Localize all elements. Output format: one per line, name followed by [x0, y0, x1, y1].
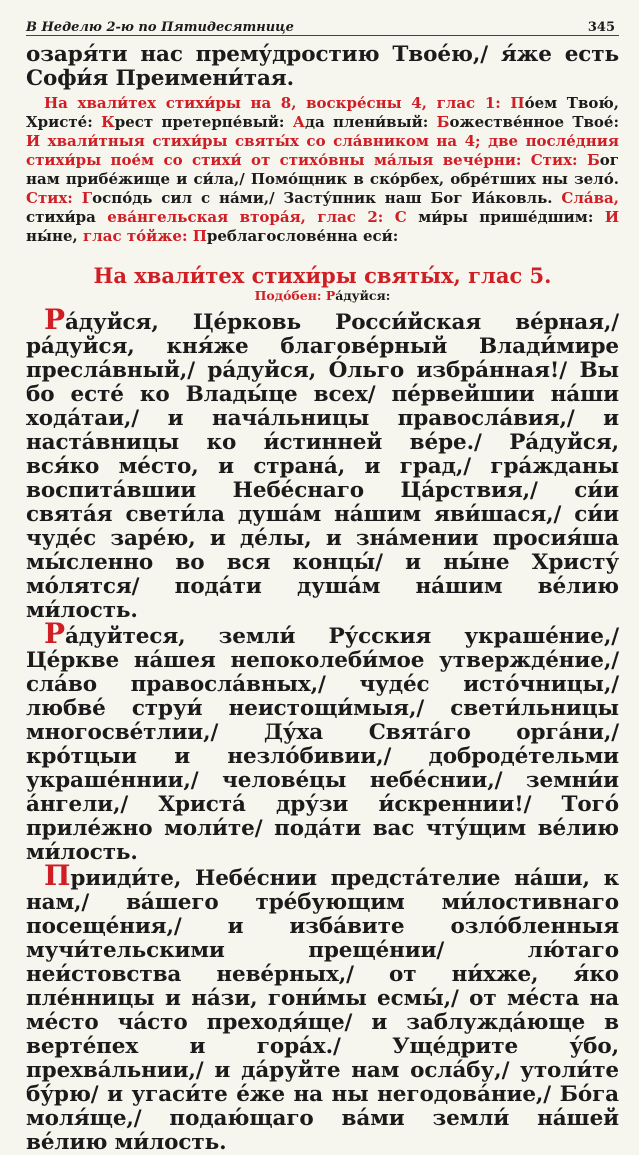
rubric-red-run: Сла́ва, — [561, 189, 619, 207]
rubric-initial: Б — [436, 113, 450, 131]
rubric-text-run: ны́не, — [26, 227, 83, 245]
stanza — [26, 303, 619, 623]
podoben-label: Подо́бен: — [254, 288, 326, 303]
rubric-red-run: глас то́йже: — [82, 227, 193, 245]
rubric-initial: К — [101, 113, 115, 131]
stanza — [26, 859, 619, 1155]
stanza-text: рииди́те, Небе́снии предста́телие на́ши, к нам,/ ва́шего тре́бующим ми́лостивнаго посеще́ния,/ и изба́вите озло́бленныя мучи́тельскими преще́нии/ лю́таго неи́стовства неве́рных,/ от ни́хже, я́ко пле́нницы и на́зи, гони́мы есмы́,/ от ме́ста на ме́сто ча́сто преходя́ще/ и заблужда́юще в верте́пех и гора́х./ Уще́дрите у́бо, прехва́льнии,/ и да́руйте нам осла́бу,/ утоли́те бу́рю/ и угаси́те е́же на ны негодова́ние,/ Бо́га моля́ще,/ подаю́щаго ва́ми земли́ на́шей ве́лию ми́лость. — [26, 866, 619, 1155]
continued-text: озаря́ти нас прему́дростию Твое́ю,/ я́же есть Софи́я Преимени́тая. — [26, 42, 619, 91]
podoben-initial: Р — [325, 288, 336, 303]
rubric-initial: П — [192, 227, 207, 245]
rubric-red-run: ева́нгельская втора́я, глас 2: — [107, 208, 395, 226]
rubric-initial: А — [292, 113, 305, 131]
drop-initial: Р — [44, 617, 65, 650]
rubric-text-run: оспо́дь сил с на́ми,/ Засту́пник наш Бог Иа́ковль. — [92, 189, 562, 207]
rubric-red-run: И — [604, 208, 620, 226]
rubric-initial: Г — [81, 189, 93, 207]
rubric-text-run: ми́ры прише́дшим: — [406, 208, 605, 226]
stanza-text: а́дуйся, Це́рковь Росси́йская ве́рная,/ ра́дуйся, кня́же благове́рный Влади́мире пресла́вный,/ ра́дуйся, О́льго избра́нная!/ Вы бо есте́ ко Влады́це всех/ пе́рвейшии на́ши хода́таи,/ и нача́льницы правосла́вия,/ и наста́вницы ко и́стинней ве́ре./ Ра́дуйся, вся́ко ме́сто, и страна́, и град,/ гра́жданы воспита́вшии Небе́снаго Ца́рствия,/ си́и свята́я свети́ла душа́м на́шим яви́шася,/ си́и чуде́с заре́ю, и де́лы, и зна́мении просия́ша мы́сленно во вся концы́/ и ны́не Христу́ мо́лятся/ пода́ти душа́м на́шим ве́лию ми́лость. — [26, 310, 619, 623]
page-number: 345 — [587, 20, 615, 35]
stanza — [26, 617, 619, 865]
section-heading: На хвали́тех стихи́ры святы́х, глас 5. — [93, 263, 552, 288]
drop-initial: П — [44, 859, 71, 892]
rubric-initial: Б — [586, 151, 600, 169]
podoben-text: а́дуйся: — [335, 288, 391, 303]
rubric-text-run: ожестве́нное Твое́: — [449, 113, 619, 131]
stanza-list — [26, 303, 619, 1155]
rubric-red-run: И хвали́тныя стихи́ры святы́х со сла́вником на 4; две после́дния стихи́ры пое́м со стихи́ от стихо́вны ма́лыя вече́рни: Стих: — [26, 132, 619, 169]
rubric-text-run: ог нам прибе́жище и си́ла,/ Помо́щник в ско́рбех, обре́тших ны зело́. — [26, 151, 619, 188]
header-title: В Неделю 2-ю по Пятидесятнице — [26, 20, 294, 35]
stanza-text: а́дуйтеся, земли́ Ру́сския украше́ние,/ Це́ркве на́шея непоколеби́мое утвержде́ние,/ сла́во правосла́вных,/ чуде́с исто́чницы,/ любве́ струи́ неистощи́мыя,/ свети́льницы многосве́тлии,/ Ду́ха Свята́го орга́ни,/ кро́тцыи и незло́бивии,/ доброде́тельми украше́ннии,/ челове́цы небе́снии,/ земни́и а́нгели,/ Христа́ дру́зи и́скреннии!/ Того́ приле́жно моли́те/ пода́ти вас чту́щим ве́лию ми́лость. — [26, 624, 619, 865]
rubric-paragraph — [26, 94, 619, 246]
rubric-text-run: о́ем Твою́, Христе́: — [26, 94, 619, 131]
podoben-line — [26, 288, 619, 304]
rubric-text-run: да плени́вый: — [304, 113, 437, 131]
rubric-text-run: реблагослове́нна еси́: — [206, 227, 399, 245]
rubric-text-run: рест претерпе́вый: — [114, 113, 293, 131]
rubric-red-run: Стих: — [26, 189, 82, 207]
rubric-red-run: На хвали́тех стихи́ры на 8, воскре́сны 4, глас 1: — [44, 94, 511, 112]
rubric-text-run: стихи́ра — [26, 208, 108, 226]
rubric-initial: П — [510, 94, 525, 112]
drop-initial: Р — [44, 303, 65, 336]
running-header — [26, 14, 619, 36]
rubric-initial: С — [394, 208, 407, 226]
